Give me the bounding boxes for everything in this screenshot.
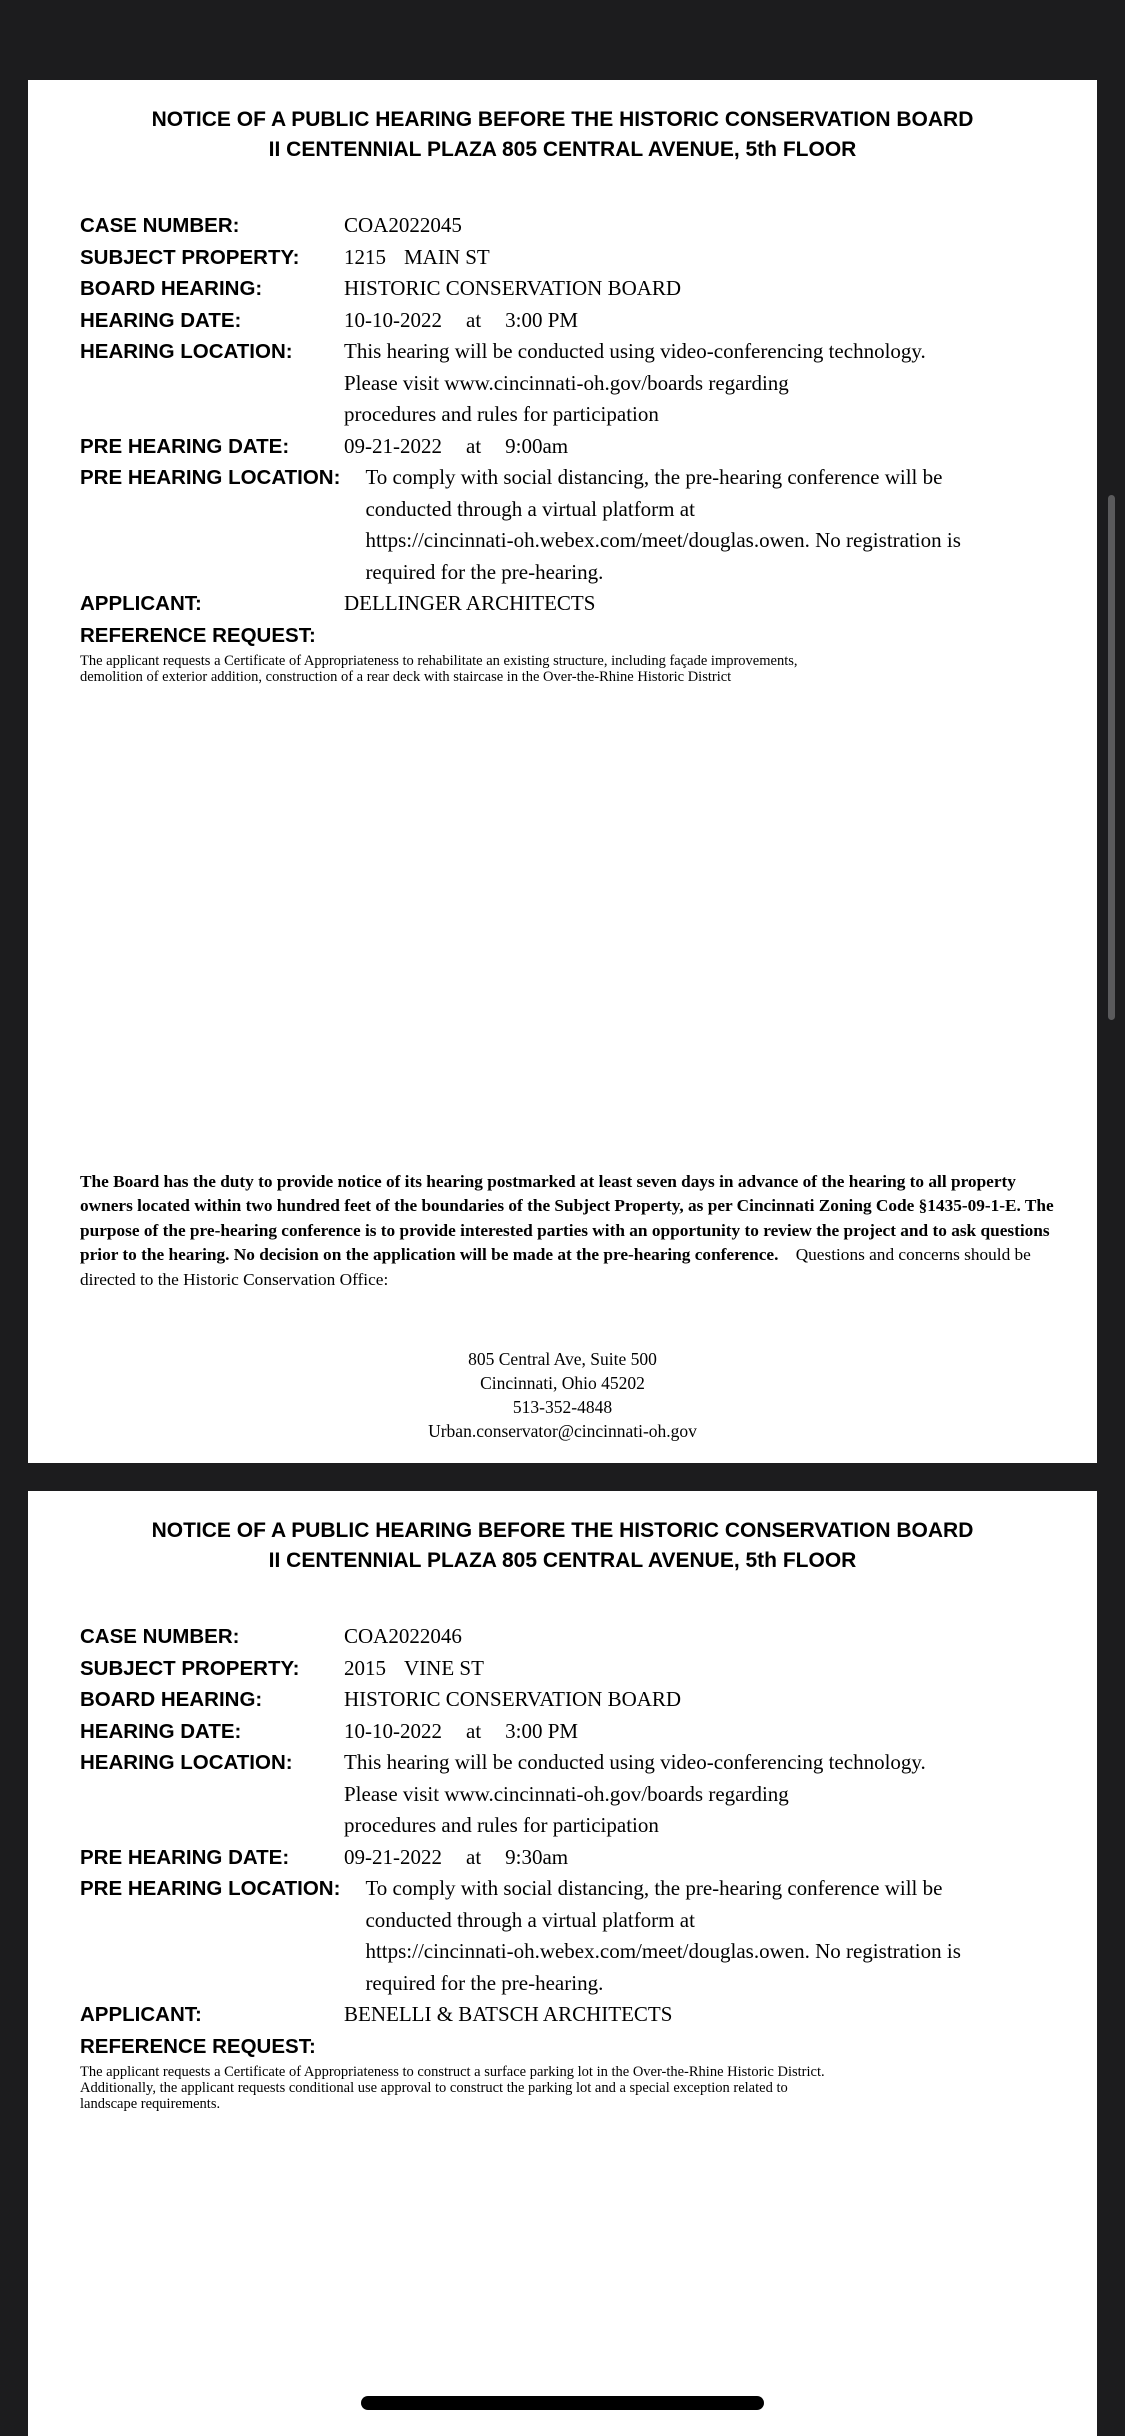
pre-hearing-location-line: conducted through a virtual platform at [365,496,695,521]
pre-hearing-location-label: PRE HEARING LOCATION: [80,1877,341,1900]
notice-title [28,105,1097,165]
pre-hearing-time: 9:30am [505,1844,569,1869]
reference-request-line: The applicant requests a Certificate of Appropriateness to construct a surface parking lot in the Over-the-Rhine Historic District. [80,2064,825,2080]
property-street: VINE ST [404,1655,484,1680]
reference-request-text [80,653,1040,685]
board-hearing-row [80,273,1070,305]
board-duty-paragraph [80,1170,1055,1292]
subject-property-row [80,1653,1070,1685]
board-hearing-value: HISTORIC CONSERVATION BOARD [344,276,682,300]
board-hearing-value: HISTORIC CONSERVATION BOARD [344,1687,682,1711]
notice-fields [80,1621,1070,2112]
notice-fields [80,210,1070,685]
hearing-location-row [80,336,1070,431]
notice-title-line-1: NOTICE OF A PUBLIC HEARING BEFORE THE HISTORIC CONSERVATION BOARD [151,108,974,131]
pre-hearing-date-row [80,431,1070,463]
hearing-location-label: HEARING LOCATION: [80,1751,293,1774]
reference-request-row [80,620,1070,652]
pre-hearing-location-label: PRE HEARING LOCATION: [80,466,341,489]
pre-hearing-date-value [344,1842,568,1874]
applicant-label: APPLICANT: [80,2003,202,2026]
hearing-date-value [344,1716,578,1748]
hearing-location-line: procedures and rules for participation [344,402,659,426]
applicant-row [80,588,1070,620]
notice-title-line-1: NOTICE OF A PUBLIC HEARING BEFORE THE HISTORIC CONSERVATION BOARD [151,1519,974,1542]
pre-hearing-date-label: PRE HEARING DATE: [80,434,290,458]
pre-hearing-location-row [80,1873,1070,1999]
case-number-label: CASE NUMBER: [80,1625,240,1648]
pre-hearing-location-value [340,1873,960,1999]
applicant-value: BENELLI & BATSCH ARCHITECTS [344,2002,673,2026]
hearing-location-row [80,1747,1070,1842]
property-street: MAIN ST [404,244,490,269]
notice-title-line-2: II CENTENNIAL PLAZA 805 CENTRAL AVENUE, 5th FLOOR [268,138,857,161]
pre-hearing-date-label: PRE HEARING DATE: [80,1845,290,1869]
reference-request-line: Additionally, the applicant requests conditional use approval to construct the parking lot and a special exception related to [80,2080,788,2096]
pre-hearing-date: 09-21-2022 [344,1844,442,1869]
notice-title [28,1516,1097,1576]
hearing-date-label: HEARING DATE: [80,1719,242,1743]
notice-title-line-2: II CENTENNIAL PLAZA 805 CENTRAL AVENUE, 5th FLOOR [268,1549,857,1572]
case-number-row [80,1621,1070,1653]
pre-hearing-at: at [466,433,482,458]
subject-property-label: SUBJECT PROPERTY: [80,1656,300,1680]
pre-hearing-location-line: To comply with social distancing, the pre-hearing conference will be [365,465,943,489]
hearing-location-label: HEARING LOCATION: [80,340,293,363]
hearing-date-label: HEARING DATE: [80,308,242,332]
board-hearing-row [80,1684,1070,1716]
address-street: 805 Central Ave, Suite 500 [468,1349,657,1369]
applicant-label: APPLICANT: [80,592,202,615]
property-number: 2015 [344,1655,386,1680]
subject-property-label: SUBJECT PROPERTY: [80,245,300,269]
board-duty-bold-text: The Board has the duty to provide notice of its hearing postmarked at least seven days in advance of the hearing to all property owners located within two hundred feet of the boundaries of the Subject Property, as per Cincinnati Zoning Code §1435-09-1-E. The purpose of the pre-hearing conference is to provide interested parties with an opportunity to review the project and to ask questions prior to the hearing. No decision on the application will be made at the pre-hearing conference. [80,1172,1054,1265]
reference-request-label: REFERENCE REQUEST: [80,623,316,647]
board-hearing-label: BOARD HEARING: [80,277,263,300]
hearing-date-row [80,305,1070,337]
hearing-date-value [344,305,578,337]
applicant-value: DELLINGER ARCHITECTS [344,591,596,615]
reference-request-text [80,2064,1040,2112]
case-number-value: COA2022045 [344,213,462,237]
hearing-at: at [466,307,482,332]
applicant-row [80,1999,1070,2031]
pre-hearing-date: 09-21-2022 [344,433,442,458]
reference-request-label: REFERENCE REQUEST: [80,2034,316,2058]
hearing-location-value [344,336,926,431]
pre-hearing-location-line: https://cincinnati-oh.webex.com/meet/douglas.owen. No registration is [365,1939,961,1963]
reference-request-line: The applicant requests a Certificate of Appropriateness to rehabilitate an existing structure, including façade improvements, [80,653,798,669]
notice-page-1 [28,80,1097,1463]
hearing-location-line: procedures and rules for participation [344,1813,659,1837]
pre-hearing-location-line: To comply with social distancing, the pre-hearing conference will be [365,1876,943,1900]
address-phone: 513-352-4848 [512,1397,613,1417]
subject-property-row [80,242,1070,274]
reference-request-line: demolition of exterior addition, construction of a rear deck with staircase in the Over-the-Rhine Historic District [80,669,732,685]
reference-request-line: landscape requirements. [80,2096,221,2112]
property-number: 1215 [344,244,386,269]
scrollbar-thumb[interactable] [1108,495,1115,1020]
board-hearing-label: BOARD HEARING: [80,1688,263,1711]
hearing-at: at [466,1718,482,1743]
board-duty-contact-text: Questions and concerns should be directed to the Historic Conservation Office: [80,1245,1031,1289]
pre-hearing-location-value [340,462,960,588]
hearing-date: 10-10-2022 [344,307,442,332]
hearing-location-value [344,1747,926,1842]
reference-request-row [80,2031,1070,2063]
pre-hearing-location-row [80,462,1070,588]
subject-property-value [344,242,490,274]
pre-hearing-date-value [344,431,568,463]
hearing-location-line: Please visit www.cincinnati-oh.gov/boards regarding [344,1781,789,1806]
hearing-location-line: This hearing will be conducted using video-conferencing technology. [344,1750,926,1774]
hearing-location-line: This hearing will be conducted using video-conferencing technology. [344,339,926,363]
address-city: Cincinnati, Ohio 45202 [480,1373,645,1393]
pre-hearing-location-line: https://cincinnati-oh.webex.com/meet/douglas.owen. No registration is [365,528,961,552]
office-address [28,1347,1097,1443]
case-number-value: COA2022046 [344,1624,462,1648]
hearing-date-row [80,1716,1070,1748]
notice-page-2 [28,1491,1097,2436]
pre-hearing-location-line: required for the pre-hearing. [365,559,604,584]
pre-hearing-time: 9:00am [505,433,569,458]
pre-hearing-location-line: required for the pre-hearing. [365,1970,604,1995]
home-indicator[interactable] [361,2396,764,2410]
hearing-location-line: Please visit www.cincinnati-oh.gov/boards regarding [344,370,789,395]
address-email: Urban.conservator@cincinnati-oh.gov [428,1421,697,1441]
pre-hearing-location-line: conducted through a virtual platform at [365,1907,695,1932]
hearing-time: 3:00 PM [505,307,579,332]
pre-hearing-date-row [80,1842,1070,1874]
hearing-time: 3:00 PM [505,1718,579,1743]
pre-hearing-at: at [466,1844,482,1869]
case-number-label: CASE NUMBER: [80,214,240,237]
hearing-date: 10-10-2022 [344,1718,442,1743]
case-number-row [80,210,1070,242]
subject-property-value [344,1653,484,1685]
